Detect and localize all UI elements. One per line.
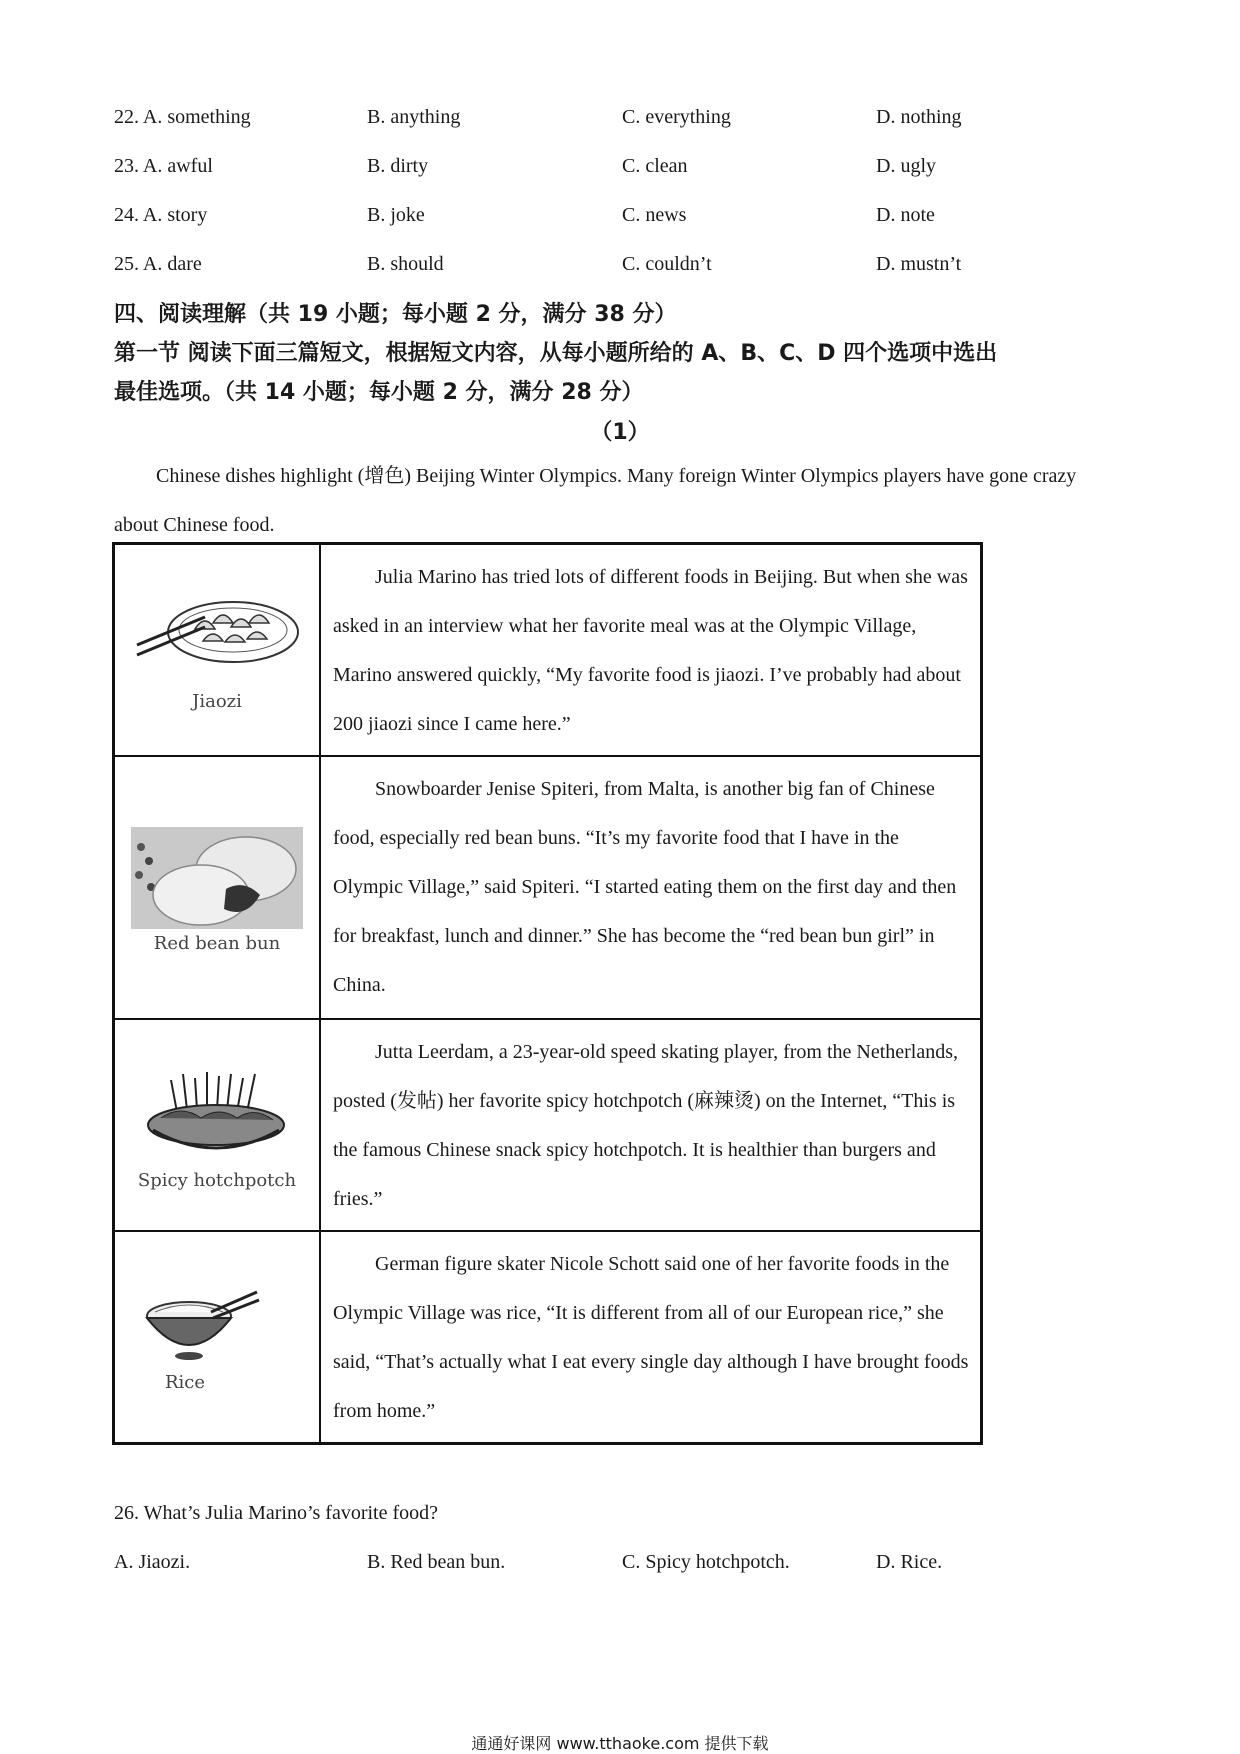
passage-intro: Chinese dishes highlight (增色) Beijing Winter Olympics. Many foreign Winter Olympics players have gone crazy about Chinese food. xyxy=(114,465,1077,536)
spicy-hotchpotch-icon xyxy=(141,1070,291,1160)
food-description: German figure skater Nicole Schott said one of her favorite foods in the Olympic Village was rice, “It is different from all of our European rice,” she said, “That’s actually what I eat every single day although I have brought foods from home.” xyxy=(333,1253,969,1422)
option-text: 24. A. story xyxy=(114,204,208,226)
rice-bowl-icon xyxy=(141,1286,261,1366)
food-label: Spicy hotchpotch xyxy=(137,1170,297,1191)
option-text: D. ugly xyxy=(876,155,936,177)
food-description-cell xyxy=(320,1231,982,1444)
option-text: B. Red bean bun. xyxy=(367,1551,506,1573)
food-description: Snowboarder Jenise Spiteri, from Malta, is another big fan of Chinese food, especially red bean buns. “It’s my favorite food that I have in the Olympic Village,” said Spiteri. “I started eating them on the first day and then for breakfast, lunch and dinner.” She has become the “red bean bun girl” in China. xyxy=(333,778,957,996)
option-text: D. mustn’t xyxy=(876,253,962,275)
food-label: Rice xyxy=(164,1372,206,1393)
table-row xyxy=(114,1019,982,1231)
table-row xyxy=(114,1231,982,1444)
food-description-cell xyxy=(320,544,982,757)
food-label: Red bean bun xyxy=(153,933,281,954)
option-text: 23. A. awful xyxy=(114,155,213,177)
page-footer: 通通好课网 www.tthaoke.com 提供下载 xyxy=(471,1734,769,1753)
option-text: C. Spicy hotchpotch. xyxy=(622,1551,790,1573)
jiaozi-plate-icon xyxy=(133,587,303,677)
option-text: 25. A. dare xyxy=(114,253,202,275)
option-row-23 xyxy=(0,155,1240,185)
passage-number: （1） xyxy=(590,420,650,445)
option-text: C. news xyxy=(622,204,687,226)
option-row-24 xyxy=(0,204,1240,234)
option-text: A. Jiaozi. xyxy=(114,1551,191,1573)
food-image-cell xyxy=(114,1019,321,1231)
food-image-cell xyxy=(114,1231,321,1444)
option-text: B. should xyxy=(367,253,444,275)
option-text: C. couldn’t xyxy=(622,253,712,275)
option-text: B. dirty xyxy=(367,155,429,177)
table-row xyxy=(114,544,982,757)
question-26-options xyxy=(0,1551,1240,1581)
part-heading-line-2: 最佳选项。（共 14 小题；每小题 2 分，满分 28 分） xyxy=(114,380,644,405)
option-text: B. joke xyxy=(367,204,425,226)
option-text: B. anything xyxy=(367,106,461,128)
food-description-cell xyxy=(320,1019,982,1231)
part-heading-line-1: 第一节 阅读下面三篇短文，根据短文内容，从每小题所给的 A、B、C、D 四个选项中选出 xyxy=(114,341,998,366)
table-row xyxy=(114,756,982,1019)
option-text: D. nothing xyxy=(876,106,962,128)
food-description: Julia Marino has tried lots of different foods in Beijing. But when she was asked in an interview what her favorite meal was at the Olympic Village, Marino answered quickly, “My favorite food is jiaozi. I’ve probably had about 200 jiaozi since I came here.” xyxy=(333,566,968,735)
question-26-stem: 26. What’s Julia Marino’s favorite food? xyxy=(114,1502,439,1524)
option-text: D. note xyxy=(876,204,935,226)
option-text: C. everything xyxy=(622,106,731,128)
option-text: 22. A. something xyxy=(114,106,251,128)
section-heading: 四、阅读理解（共 19 小题；每小题 2 分，满分 38 分） xyxy=(114,302,677,327)
food-label: Jiaozi xyxy=(192,691,242,712)
food-image-cell xyxy=(114,756,321,1019)
food-description-cell xyxy=(320,756,982,1019)
food-description: Jutta Leerdam, a 23-year-old speed skating player, from the Netherlands, posted (发帖) her favorite spicy hotchpotch (麻辣烫) on the Internet, “This is the famous Chinese snack spicy hotchpotch. It is healthier than burgers and fries.” xyxy=(333,1041,959,1210)
option-text: D. Rice. xyxy=(876,1551,943,1573)
option-row-22 xyxy=(0,106,1240,136)
option-row-25 xyxy=(0,253,1240,283)
food-table xyxy=(112,542,983,1445)
red-bean-bun-photo xyxy=(131,827,303,929)
food-image-cell xyxy=(114,544,321,757)
option-text: C. clean xyxy=(622,155,688,177)
